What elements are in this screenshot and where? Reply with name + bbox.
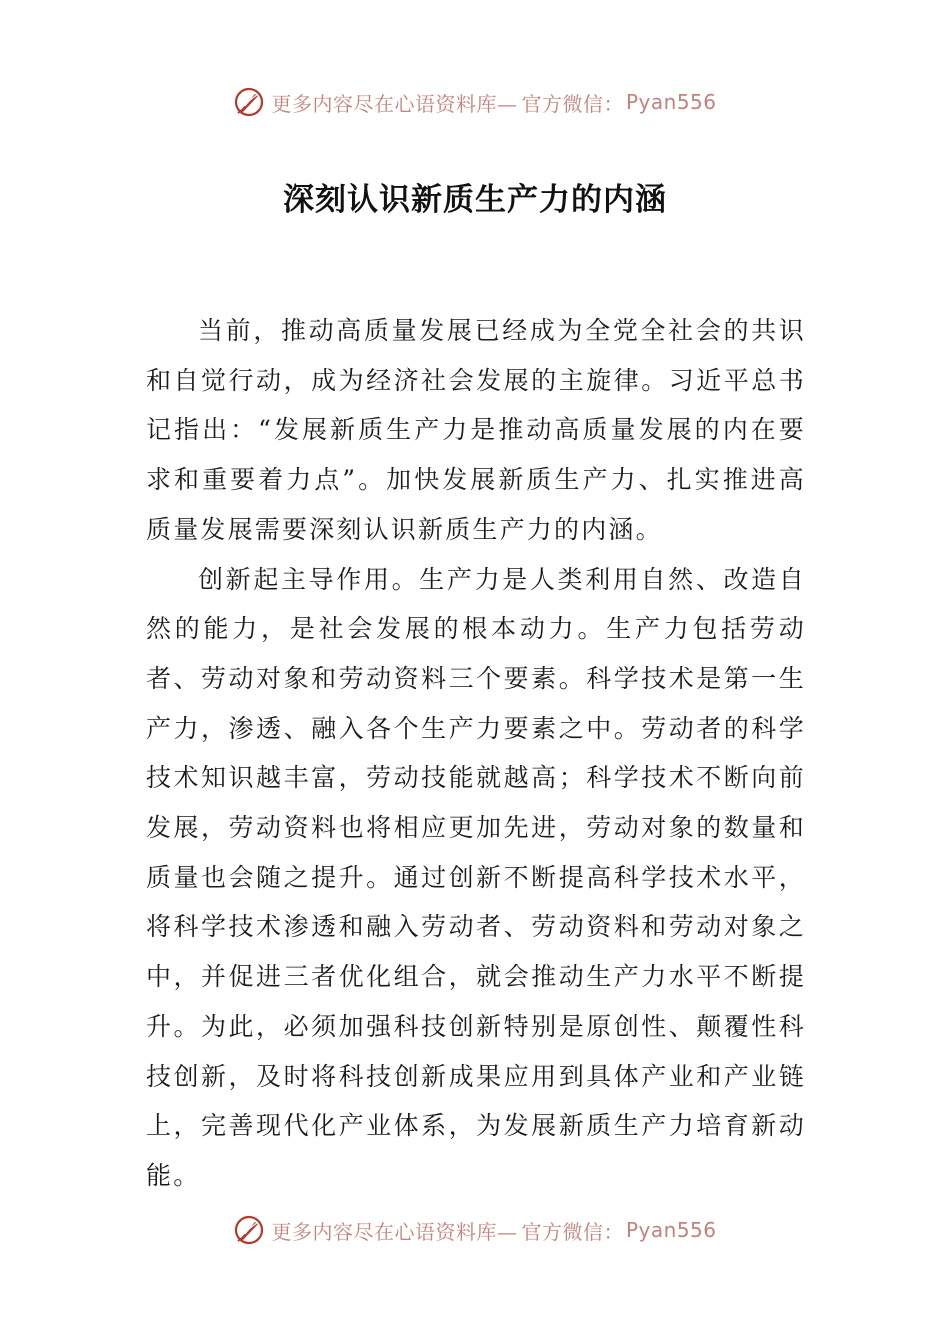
paragraph-intro: 当前，推动高质量发展已经成为全党全社会的共识和自觉行动，成为经济社会发展的主旋律。习近平总书记指出：“发展新质生产力是推动高质量发展的内在要求和重要着力点”。加快发展新质生产力、扎实推进高质量发展需要深刻认识新质生产力的内涵。: [146, 316, 806, 544]
paragraph-innovation: 创新起主导作用。生产力是人类利用自然、改造自然的能力，是社会发展的根本动力。生产力包括劳动者、劳动对象和劳动资料三个要素。科学技术是第一生产力，渗透、融入各个生产力要素之中。劳动者的科学技术知识越丰富，劳动技能就越高；科学技术不断向前发展，劳动资料也将相应更加先进，劳动对象的数量和质量也会随之提升。通过创新不断提高科学技术水平，将科学技术渗透和融入劳动者、劳动资料和劳动对象之中，并促进三者优化组合，就会推动生产力水平不断提升。为此，必须加强科技创新特别是原创性、颠覆性科技创新，及时将科技创新成果应用到具体产业和产业链上，完善现代化产业体系，为发展新质生产力培育新动能。: [146, 564, 806, 1190]
quill-pen-circle-icon: [233, 1214, 265, 1246]
wechat-id: Pyan556: [625, 1218, 717, 1242]
brand-text: 更多内容尽在心语资料库—: [271, 91, 518, 116]
wechat-label: 官方微信：: [521, 1219, 624, 1244]
wechat-label: 官方微信：: [521, 91, 624, 116]
brand-text: 更多内容尽在心语资料库—: [271, 1219, 518, 1244]
wechat-id: Pyan556: [625, 90, 717, 114]
footer-banner: [0, 1210, 950, 1250]
header-banner: [0, 82, 950, 122]
document-title: 深刻认识新质生产力的内涵: [283, 182, 667, 218]
document-body: [146, 306, 806, 1201]
quill-pen-circle-icon: [233, 86, 265, 118]
